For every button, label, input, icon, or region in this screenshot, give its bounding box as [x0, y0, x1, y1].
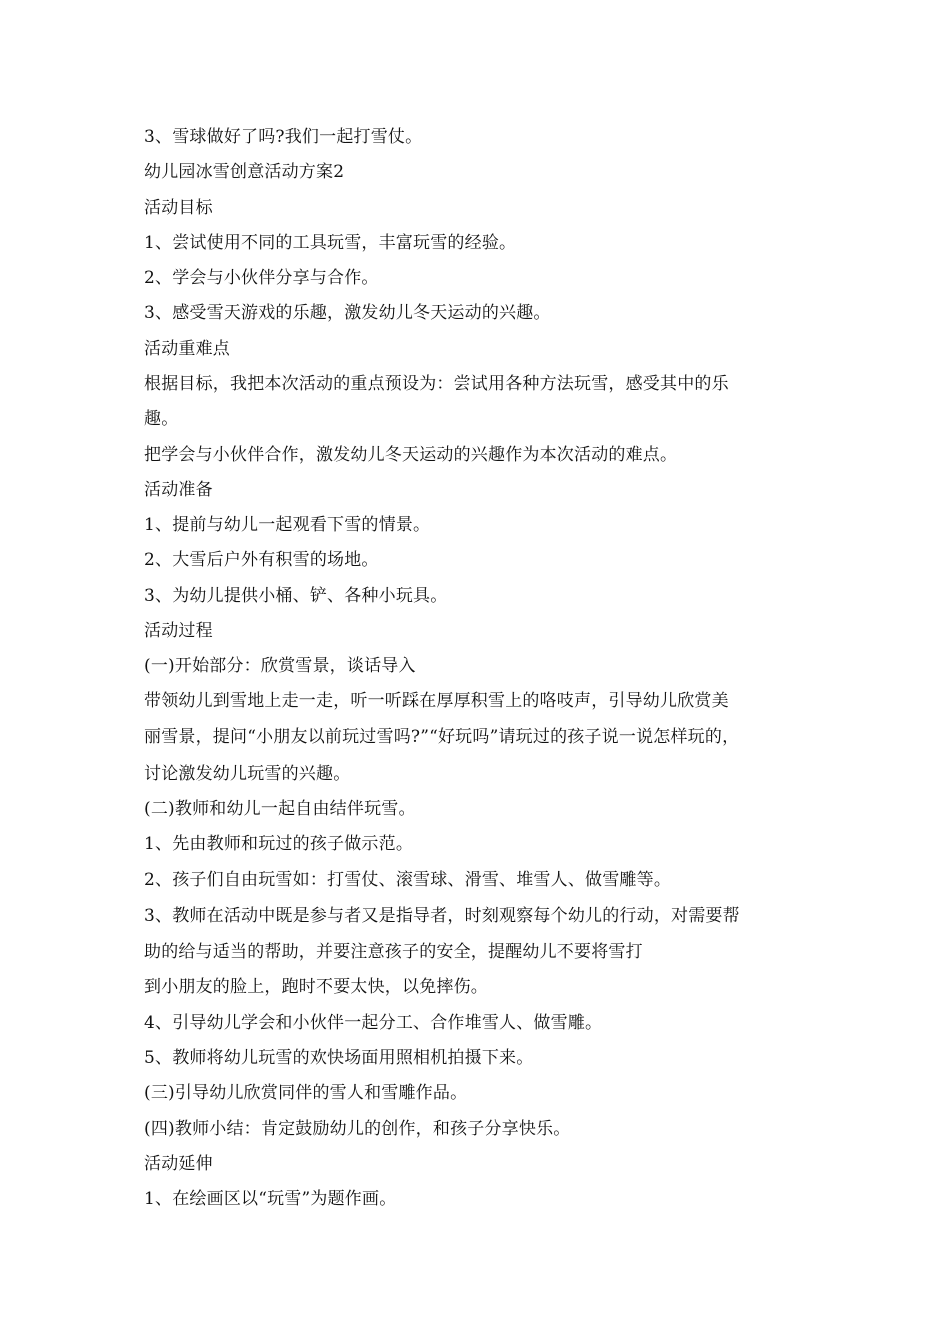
text-line: 1、尝试使用不同的工具玩雪，丰富玩雪的经验。: [144, 233, 517, 253]
text-line: 2、孩子们自由玩雪如：打雪仗、滚雪球、滑雪、堆雪人、做雪雕等。: [144, 870, 672, 890]
text-line: (一)开始部分：欣赏雪景，谈话导入: [144, 656, 416, 676]
text-line: 2、学会与小伙伴分享与合作。: [144, 268, 379, 288]
text-line: 3、雪球做好了吗?我们一起打雪仗。: [144, 127, 423, 147]
text-line: 到小朋友的脸上，跑时不要太快，以免摔伤。: [144, 977, 488, 997]
text-line: 3、感受雪天游戏的乐趣，激发幼儿冬天运动的兴趣。: [144, 303, 551, 323]
text-line: 丽雪景，提问“小朋友以前玩过雪吗?”“好玩吗”请玩过的孩子说一说怎样玩的，: [144, 727, 740, 747]
text-line: 趣。: [144, 409, 179, 429]
section-title: 幼儿园冰雪创意活动方案2: [144, 162, 345, 182]
text-line: 2、大雪后户外有积雪的场地。: [144, 550, 379, 570]
text-line: 1、在绘画区以“玩雪”为题作画。: [144, 1189, 397, 1209]
text-line: (三)引导幼儿欣赏同伴的雪人和雪雕作品。: [144, 1083, 468, 1103]
text-line: 1、先由教师和玩过的孩子做示范。: [144, 834, 414, 854]
text-line: (四)教师小结：肯定鼓励幼儿的创作，和孩子分享快乐。: [144, 1119, 571, 1139]
text-line: 3、教师在活动中既是参与者又是指导者，时刻观察每个幼儿的行动，对需要帮: [144, 906, 740, 926]
heading-preparation: 活动准备: [144, 480, 213, 500]
heading-key-points: 活动重难点: [144, 339, 230, 359]
text-line: 1、提前与幼儿一起观看下雪的情景。: [144, 515, 431, 535]
text-line: 带领幼儿到雪地上走一走，听一听踩在厚厚积雪上的咯吱声，引导幼儿欣赏美: [144, 691, 729, 711]
text-line: 讨论激发幼儿玩雪的兴趣。: [144, 764, 351, 784]
heading-goals: 活动目标: [144, 198, 213, 218]
text-line: 3、为幼儿提供小桶、铲、各种小玩具。: [144, 586, 448, 606]
text-line: 根据目标，我把本次活动的重点预设为：尝试用各种方法玩雪，感受其中的乐: [144, 374, 729, 394]
text-line: 4、引导幼儿学会和小伙伴一起分工、合作堆雪人、做雪雕。: [144, 1013, 603, 1033]
text-line: 5、教师将幼儿玩雪的欢快场面用照相机拍摄下来。: [144, 1048, 534, 1068]
heading-process: 活动过程: [144, 621, 213, 641]
text-line: (二)教师和幼儿一起自由结伴玩雪。: [144, 799, 416, 819]
text-line: 助的给与适当的帮助，并要注意孩子的安全，提醒幼儿不要将雪打: [144, 942, 643, 962]
text-line: 把学会与小伙伴合作，激发幼儿冬天运动的兴趣作为本次活动的难点。: [144, 445, 678, 465]
heading-extension: 活动延伸: [144, 1154, 213, 1174]
